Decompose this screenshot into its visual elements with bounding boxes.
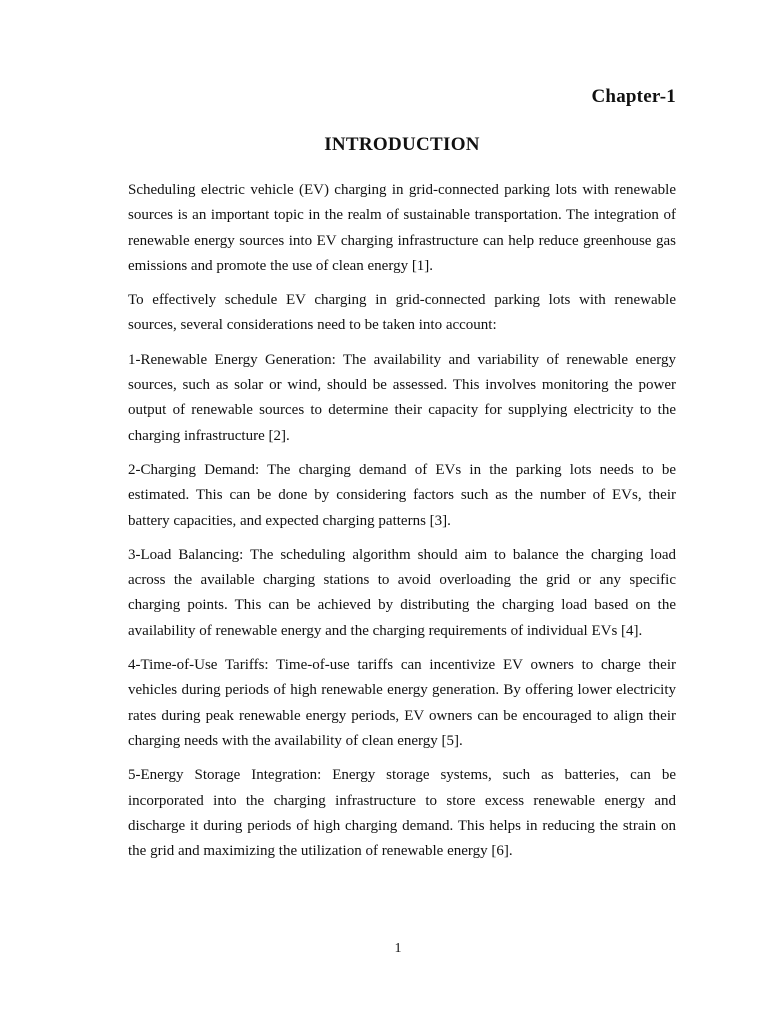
chapter-label: Chapter-1: [591, 86, 676, 107]
paragraph-time-of-use-tariffs: 4-Time-of-Use Tariffs: Time-of-use tariffs can incentivize EV owners to charge their vehicles during periods of high renewable energy generation. By offering lower electricity rates during peak renewable energy periods, EV owners can be encouraged to align their charging needs with the availability of clean energy [5].: [128, 657, 676, 749]
paragraph-considerations: To effectively schedule EV charging in grid-connected parking lots with renewable sources, several considerations need to be taken into account:: [128, 292, 676, 334]
paragraph-intro: Scheduling electric vehicle (EV) charging in grid-connected parking lots with renewable sources is an important topic in the realm of sustainable transportation. The integration of renewable energy sources into EV charging infrastructure can help reduce greenhouse gas emissions and promote the use of clean energy [1].: [128, 182, 676, 274]
body-text: [128, 178, 676, 873]
paragraph-charging-demand: 2-Charging Demand: The charging demand of EVs in the parking lots needs to be estimated. This can be done by considering factors such as the number of EVs, their battery capacities, and expected charging patterns [3].: [128, 461, 676, 529]
paragraph-load-balancing: 3-Load Balancing: The scheduling algorithm should aim to balance the charging load across the available charging stations to avoid overloading the grid or any specific charging points. This can be achieved by distributing the charging load based on the availability of renewable energy and the charging requirements of individual EVs [4].: [128, 546, 676, 639]
chapter-title: INTRODUCTION: [324, 134, 480, 155]
paragraph-energy-storage: 5-Energy Storage Integration: Energy storage systems, such as batteries, can be incorporated into the charging infrastructure to store excess renewable energy and discharge it during periods of high charging demand. This helps in reducing the strain on the grid and maximizing the utilization of renewable energy [6].: [128, 767, 676, 860]
paragraph-renewable-generation: 1-Renewable Energy Generation: The availability and variability of renewable energy sources, such as solar or wind, should be assessed. This involves monitoring the power output of renewable sources to determine their capacity for supplying electricity to the charging infrastructure [2].: [128, 351, 676, 444]
page-number: 1: [394, 941, 402, 956]
